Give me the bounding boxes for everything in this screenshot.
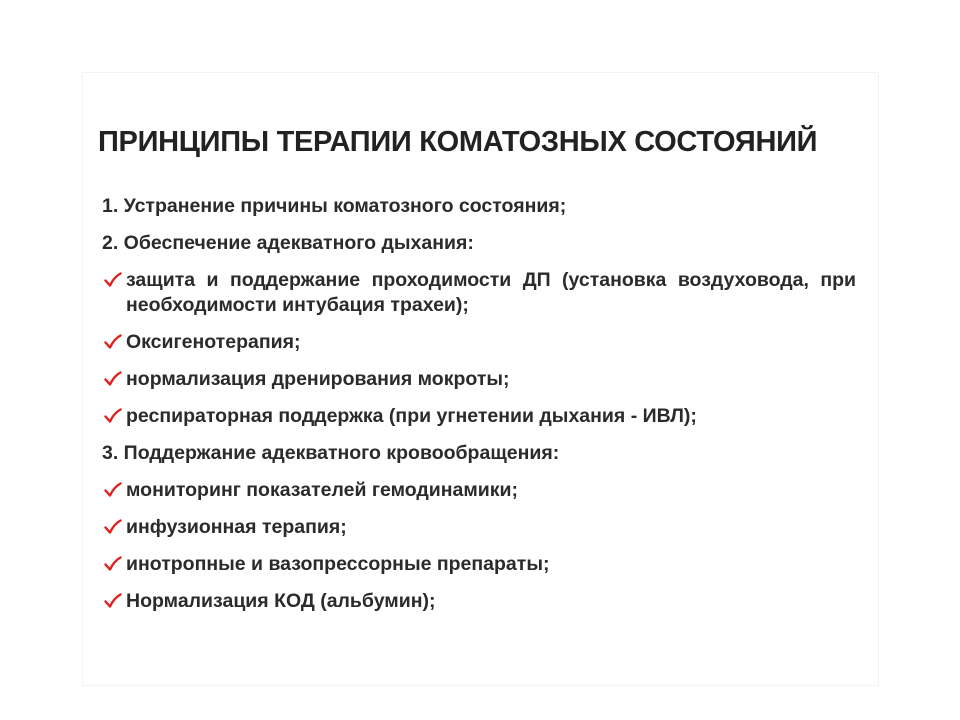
list-item-text: 2. Обеспечение адекватного дыхания: — [102, 232, 474, 254]
list-item-text: респираторная поддержка (при угнетении дыхания - ИВЛ); — [126, 405, 697, 427]
check-icon — [104, 371, 122, 387]
list-item-text: Нормализация КОД (альбумин); — [126, 590, 436, 612]
check-icon — [104, 408, 122, 424]
list-item-text: защита и поддержание проходимости ДП (установка воздуховода, при необходимости интубация трахеи); — [126, 269, 856, 316]
bullet-list — [100, 194, 860, 626]
list-item — [100, 268, 856, 318]
list-item — [100, 194, 860, 219]
check-icon — [104, 334, 122, 350]
list-item — [100, 589, 860, 614]
list-item-text: мониторинг показателей гемодинамики; — [126, 479, 519, 501]
list-item — [100, 515, 860, 540]
list-item — [100, 441, 860, 466]
list-item — [100, 231, 860, 256]
check-icon — [104, 482, 122, 498]
check-icon — [104, 272, 122, 288]
list-item — [100, 552, 860, 577]
list-item-text: 3. Поддержание адекватного кровообращения: — [102, 442, 560, 464]
list-item — [100, 478, 860, 503]
list-item-text: Оксигенотерапия; — [126, 331, 301, 353]
list-item-text: 1. Устранение причины коматозного состояния; — [102, 195, 567, 217]
check-icon — [104, 556, 122, 572]
list-item — [100, 367, 860, 392]
check-icon — [104, 519, 122, 535]
list-item-text: инотропные и вазопрессорные препараты; — [126, 553, 550, 575]
list-item — [100, 404, 860, 429]
check-icon — [104, 593, 122, 609]
page-title: ПРИНЦИПЫ ТЕРАПИИ КОМАТОЗНЫХ СОСТОЯНИЙ — [98, 126, 818, 158]
list-item-text: нормализация дренирования мокроты; — [126, 368, 510, 390]
list-item — [100, 330, 860, 355]
list-item-text: инфузионная терапия; — [126, 516, 347, 538]
